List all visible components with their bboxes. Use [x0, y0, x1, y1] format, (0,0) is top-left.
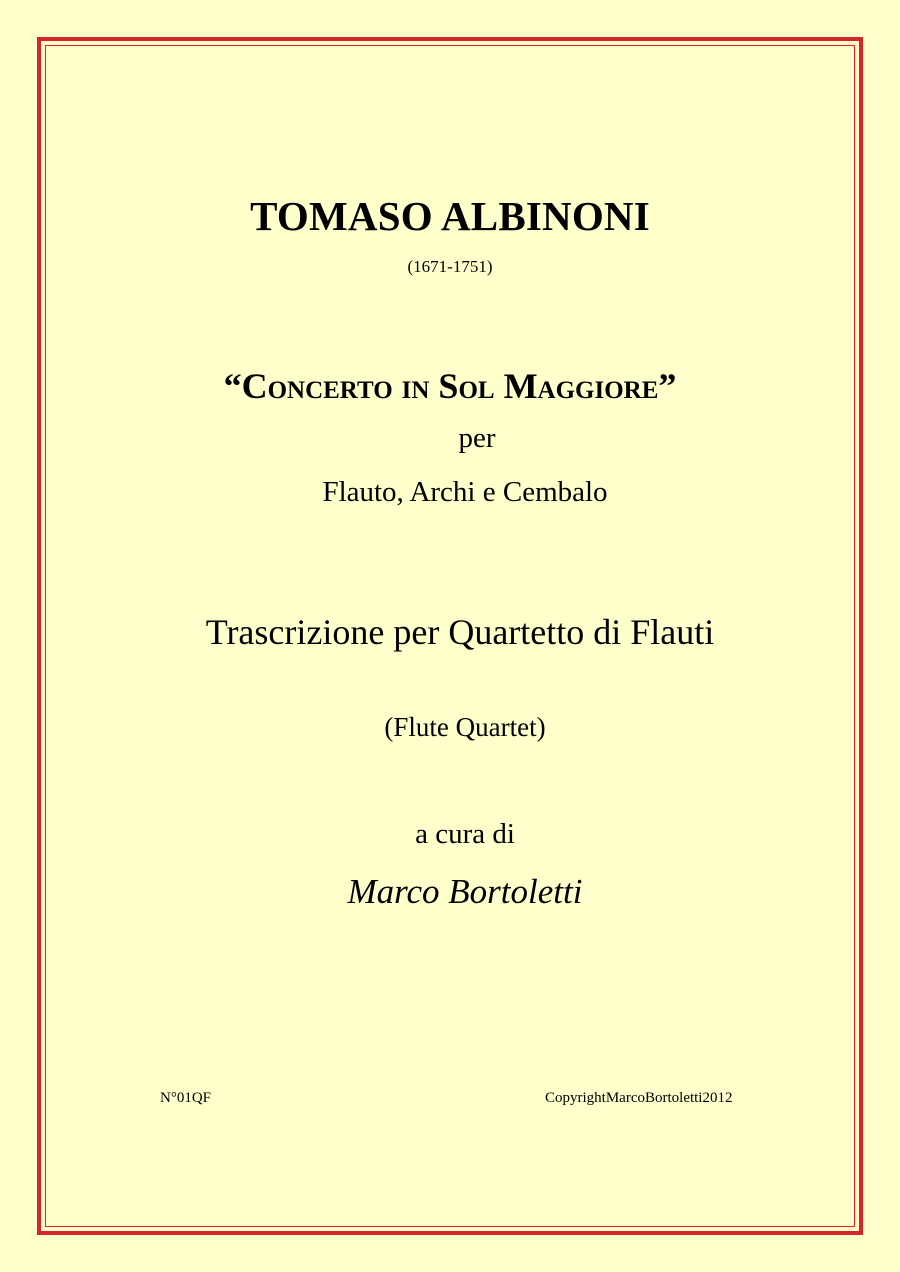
transcription-title: Trascrizione per Quartetto di Flauti — [205, 612, 715, 652]
original-instrumentation: Flauto, Archi e Cembalo — [322, 476, 608, 508]
composer-name: TOMASO ALBINONI — [250, 193, 650, 239]
editor-name: Marco Bortoletti — [347, 872, 583, 911]
copyright-notice: CopyrightMarcoBortoletti2012 — [545, 1090, 733, 1106]
work-title: “Concerto in Sol Maggiore” — [223, 366, 677, 406]
catalog-number: N°01QF — [160, 1090, 212, 1106]
english-subtitle: (Flute Quartet) — [384, 712, 546, 742]
per-label: per — [458, 422, 496, 454]
edited-by-label: a cura di — [415, 818, 515, 850]
composer-dates: (1671-1751) — [407, 257, 493, 276]
